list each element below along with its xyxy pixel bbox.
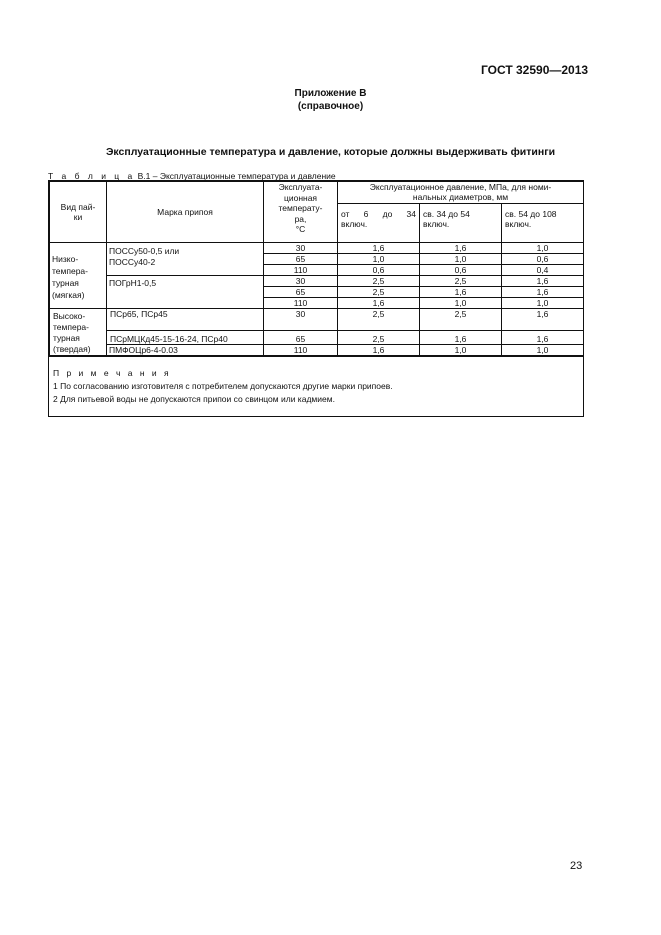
note-item: 1 По согласованию изготовителя с потребителем допускаются другие марки припоев. — [53, 381, 393, 391]
standard-number: ГОСТ 32590—2013 — [481, 63, 589, 77]
appendix-title: Приложение В — [294, 88, 367, 99]
header-pressure: Эксплуатационное давление, МПа, для номи- нальных диаметров, мм — [338, 182, 584, 204]
solder-grade-psr65: ПСр65, ПСр45 — [107, 309, 264, 331]
section-heading: Эксплуатационные температура и давление, которые должны выдерживать фитинги — [105, 146, 556, 158]
table-row: Высоко- темпера- турная (твердая) ПСр65, ПСр45 30 2,5 2,5 1,6 — [50, 309, 584, 331]
solder-type-high: Высоко- темпера- турная (твердая) — [50, 309, 107, 356]
appendix-subtitle: (справочное) — [297, 101, 364, 112]
table-row: ПМФОЦр6-4-0.03 110 1,6 1,0 1,0 — [50, 345, 584, 356]
table-row: Низко- темпера- турная (мягкая) ПОССу50-0,5 или ПОССу40-2 30 1,6 1,6 1,0 — [50, 243, 584, 254]
data-table — [48, 180, 584, 417]
table-row: ПОГрН1-0,5 30 2,5 2,5 1,6 — [50, 276, 584, 287]
header-temperature: Эксплуата- ционная температу- ра, °С — [264, 182, 338, 243]
subheader-dn-34-54: св. 34 до 54 включ. — [420, 204, 502, 243]
header-solder-grade: Марка припоя — [107, 182, 264, 243]
table-row: 110 0,6 0,6 0,4 — [50, 265, 584, 276]
caption-text: В.1 – Эксплуатационные температура и давление — [135, 171, 336, 181]
table-row: 110 1,6 1,0 1,0 — [50, 298, 584, 309]
solder-type-low: Низко- темпера- турная (мягкая) — [50, 243, 107, 309]
solder-grade-pmfotsr: ПМФОЦр6-4-0.03 — [107, 345, 264, 356]
note-item: 2 Для питьевой воды не допускаются припои со свинцом или кадмием. — [53, 394, 335, 404]
page-number: 23 — [570, 860, 583, 872]
subheader-dn-54-108: св. 54 до 108 включ. — [502, 204, 584, 243]
table-row: 65 1,0 1,0 0,6 — [50, 254, 584, 265]
table-notes — [49, 356, 583, 416]
solder-grade-poss: ПОССу50-0,5 или ПОССу40-2 — [107, 243, 264, 276]
table-row: ПСрМЦКд45-15-16-24, ПСр40 65 2,5 1,6 1,6 — [50, 331, 584, 345]
header-solder-type: Вид пай- ки — [50, 182, 107, 243]
subheader-dn-6-34: от 6 до 34 включ. — [338, 204, 420, 243]
caption-prefix: Т а б л и ц а — [48, 171, 136, 181]
notes-title: П р и м е ч а н и я — [53, 368, 172, 378]
table-row: 65 2,5 1,6 1,6 — [50, 287, 584, 298]
solder-grade-pogrn: ПОГрН1-0,5 — [107, 276, 264, 309]
solder-grade-psrmtskd: ПСрМЦКд45-15-16-24, ПСр40 — [107, 331, 264, 345]
